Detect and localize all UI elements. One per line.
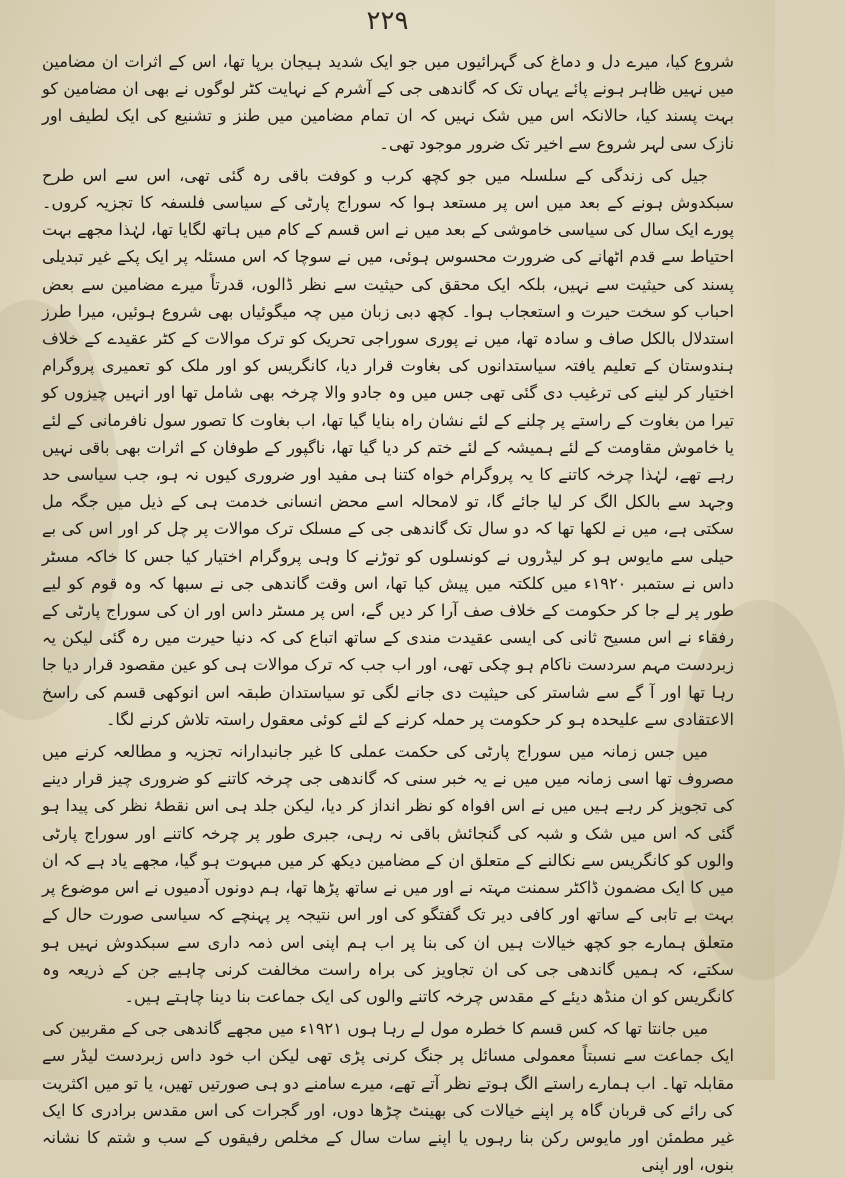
body-text	[42, 48, 734, 1175]
paragraph-1: شروع کیا، میرے دل و دماغ کی گہرائیوں میں جو ایک شدید ہیجان برپا تھا، اس کے اثرات ان مضامین میں نہیں ظاہر ہونے پائے یہاں تک کہ گاندھی جی کے آشرم کے نہایت کٹر لوگوں نے بھی ان مضامین کو بہت پسند کیا، حالانکہ اس میں شک نہیں کہ ان تمام مضامین میں طنز و تشنیع کی ایک لطیف اور نازک سی لہر شروع سے اخیر تک ضرور موجود تھی۔	[42, 52, 734, 153]
paragraph-4: میں جانتا تھا کہ کس قسم کا خطرہ مول لے رہا ہوں ۱۹۲۱ء میں مجھے گاندھی جی کے مقربین کی ایک جماعت سے نسبتاً معمولی مسائل پر جنگ کرنی پڑی تھی لیکن اب خود داس زبردست لیڈر سے مقابلہ تھا۔ اب ہمارے راستے الگ ہوتے نظر آتے تھے، میرے سامنے دو ہی صورتیں تھیں، یا تو میں اکثریت کی رائے کی قربان گاہ پر اپنے خیالات کی بھینٹ چڑھا دوں، اور گجرات کی اس مقدس برادری کا ایک غیر مطمئن اور مایوس رکن بنا رہوں یا اپنے سات سال کے مخلص رفیقوں کے سب و شتم کا نشانہ بنوں، اور اپنی	[42, 1019, 734, 1175]
page-number: ۲۲۹	[366, 6, 409, 36]
paragraph-3: میں جس زمانہ میں سوراج پارٹی کی حکمت عملی کا غیر جانبدارانہ تجزیہ و مطالعہ کرنے میں مصروف تھا اسی زمانہ میں میں نے یہ خبر سنی کہ گاندھی جی چرخہ کاتنے کو ضروری چیز قرار دینے کی تجویز کر رہے ہیں میں نے اس افواہ کو نظر انداز کر دیا، لیکن جلد ہی اس نقطۂ نظر کی پیدا ہو گئی کہ اس میں شک و شبہ کی گنجائش باقی نہ رہی، جبری طور پر چرخہ کاتنے اور سوراج پارٹی والوں کو کانگریس سے نکالنے کے متعلق ان کے مضامین دیکھ کر میں مبہوت ہو گیا، مجھے یاد ہے کہ ان میں کا ایک مضمون ڈاکٹر سمنت مہتہ نے اور میں نے ساتھ پڑھا تھا، ہم دونوں آدمیوں نے اس موضوع پر بہت بے تابی کے ساتھ اور کافی دیر تک گفتگو کی اور اس نتیجہ پر پہنچے کہ سیاسی صورت حال کے متعلق ہمارے جو کچھ خیالات ہیں ان کی بنا پر اب ہم اپنی اس ذمہ داری سے سبکدوش نہیں ہو سکتے، کہ ہمیں گاندھی جی کی ان تجاویز کی براہ راست مخالفت کرنی چاہیے جن کے ذریعہ وہ کانگریس کو ان منڈھ دیئے کے مقدس چرخہ کاتنے والوں کی ایک جماعت بنا دینا چاہتے ہیں۔	[42, 742, 734, 1006]
paragraph-2: جیل کی زندگی کے سلسلہ میں جو کچھ کرب و کوفت باقی رہ گئی تھی، اس سے اس طرح سبکدوش ہونے کے بعد میں اس پر مستعد ہوا کہ سوراج پارٹی کے سیاسی فلسفہ کا تجزیہ کروں۔ پورے ایک سال کی سیاسی خاموشی کے بعد میں نے اس قسم کے کام میں ہاتھ لگایا تھا، لہٰذا مجھے بہت احتیاط سے قدم اٹھانے کی ضرورت محسوس ہوئی، میں نے سوچا کہ اس مسئلہ پر ایک پکے غیر تبدیلی پسند کی حیثیت سے نہیں، بلکہ ایک محقق کی حیثیت سے نظر ڈالوں، قدرتاً میرے مضامین سے بعض احباب کو سخت حیرت و استعجاب ہوا۔ کچھ دبی زبان میں چہ میگوئیاں بھی شروع ہوئیں، میرا طرز استدلال بالکل صاف و سادہ تھا، میں نے پوری سوراجی تحریک کو ترک موالات کے کٹر عقیدے کے خلاف ہندوستان کے تعلیم یافتہ سیاستدانوں کی بغاوت قرار دیا، کانگریس کو اور ملک کو تعمیری پروگرام اختیار کر لینے کی ترغیب دی گئی تھی جس میں وہ جادو والا چرخہ بھی شامل تھا اور انہیں چیزوں کو تیرا من بغاوت کے راستے پر چلنے کے لئے نشان راہ بنایا گیا تھا، اب بغاوت کا تصور سول نافرمانی کے لئے یا خاموش مقاومت کے لئے ہمیشہ کے لئے ختم کر دیا گیا تھا، ناگپور کے طوفان کے اثرات بھی باقی نہیں رہے تھے، لہٰذا چرخہ کاتنے کا یہ پروگرام خواہ کتنا ہی مفید اور ضروری کیوں نہ ہو، جب سیاسی حد وجہد سے بالکل الگ کر لیا جائے گا، تو لامحالہ اسے محض انسانی خدمت ہی کے ذیل میں جگہ مل سکتی ہے، میں نے لکھا تھا کہ دو سال تک گاندھی جی کے مسلک ترک موالات پر چل کر اور اس کی بے حیلی سے مایوس ہو کر لیڈروں نے کونسلوں کو توڑنے کا وہی پروگرام اختیار کیا جس کا خاکہ مسٹر داس نے ستمبر ۱۹۲۰ء میں کلکتہ میں پیش کیا تھا، اس وقت گاندھی جی نے سبھا کہ وہ قوم کو لیے طور پر لے جا کر حکومت کے خلاف صف آرا کر دیں گے، اس پر مسٹر داس اور ان کی سوراج پارٹی کے رفقاء نے اس مسیح ثانی کی ایسی عقیدت مندی کے ساتھ اتباع کی کہ دنیا حیرت میں رہ گئی لیکن یہ زبردست مہم سردست ناکام ہو چکی تھی، اور اب جب کہ ترک موالات ہی کو عین مقصود قرار دیا جا رہا تھا اور آ گے سے شاستر کی حیثیت دی جانے لگی تو سیاستدان طبقہ اس انوکھی قسم کی راسخ الاعتقادی سے علیحدہ ہو کر حکومت پر حملہ کرنے کے لئے کوئی معقول راستہ تلاش کرنے لگا۔	[42, 165, 734, 729]
